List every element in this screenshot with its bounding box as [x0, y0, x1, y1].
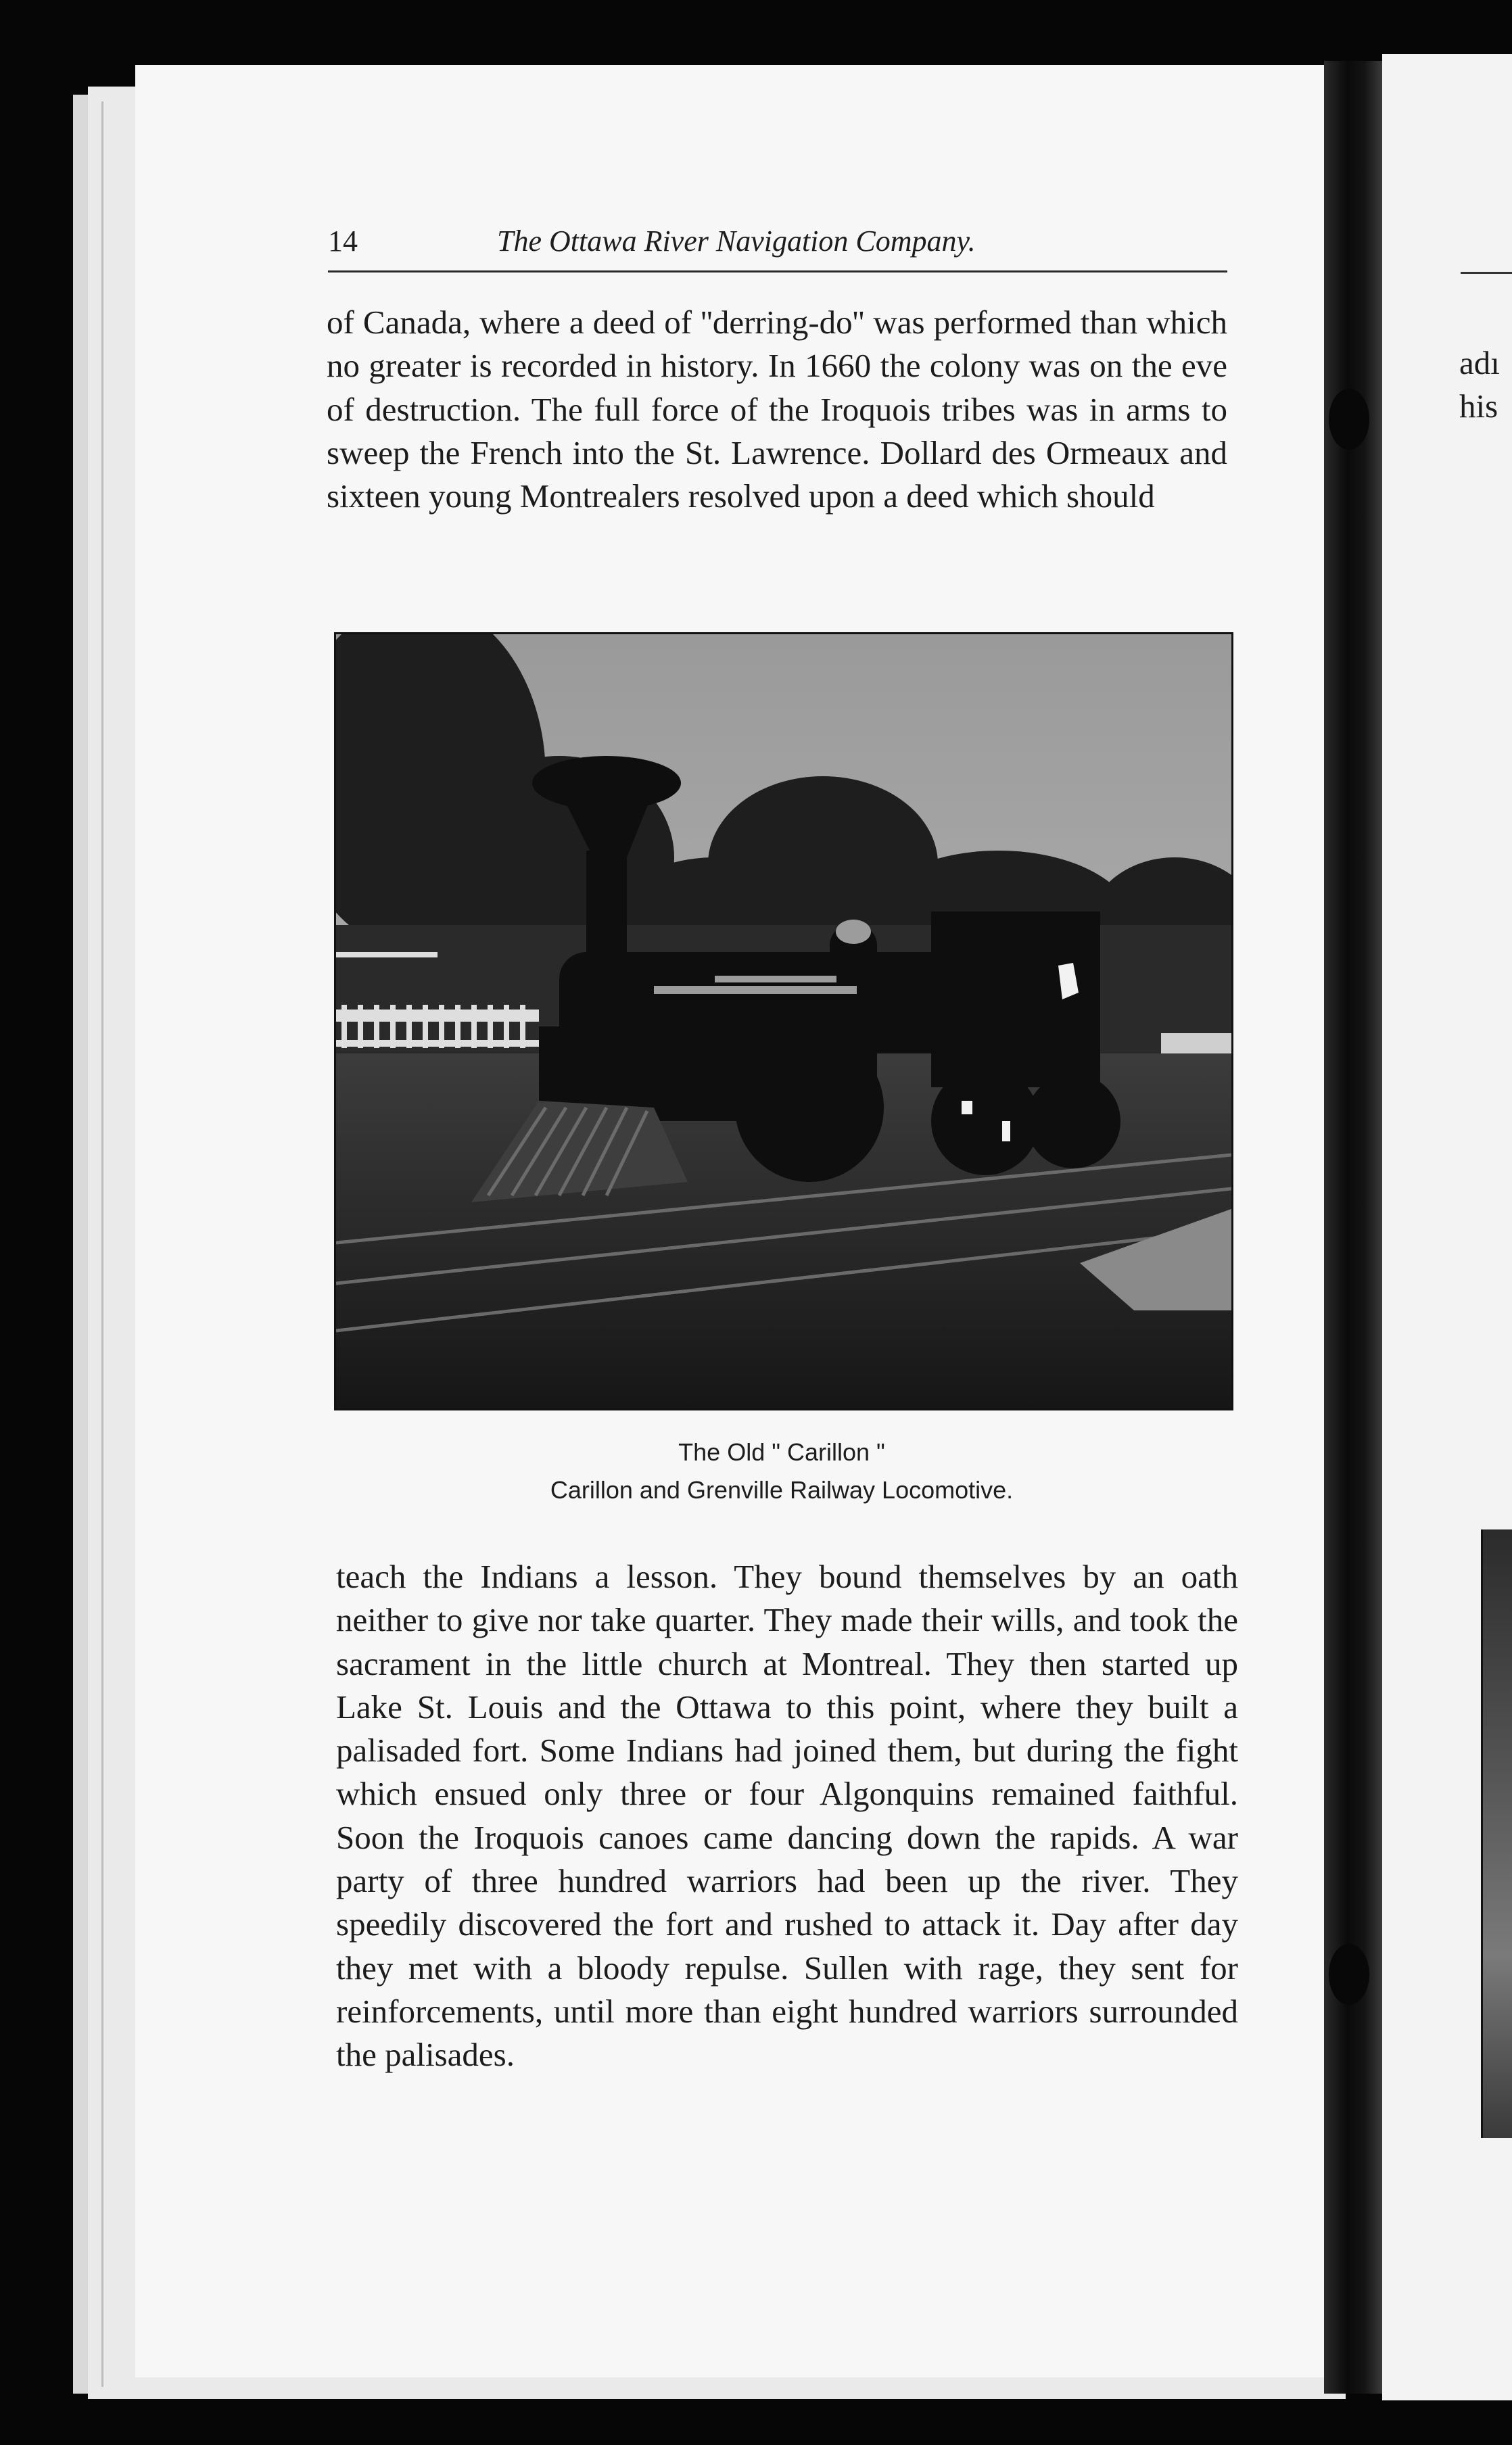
binding-hole — [1329, 1944, 1369, 2005]
caption-subtitle: Carillon and Grenville Railway Locomotive. — [550, 1476, 1014, 1504]
photo-illustration — [336, 634, 1231, 1408]
body-paragraph-top — [327, 301, 1227, 518]
figure-caption — [334, 1433, 1229, 1509]
page-header — [328, 220, 1227, 267]
facing-page-photograph — [1481, 1529, 1512, 2138]
page-number: 14 — [328, 224, 358, 258]
running-title: The Ottawa River Navigation Company. — [497, 224, 976, 258]
facing-page-text — [1459, 341, 1500, 428]
paragraph-text: of Canada, where a deed of ''derring-do'' was performed than which no greater is recorded in history. In 1660 the colony was on the eve of destruction. The full force of the Iroquois tribes was in arms to sweep the French into the St. Lawrence. Dollard des Ormeaux and sixteen young Montrealers resolved upon a deed which should — [327, 304, 1227, 515]
page-edge-line — [101, 101, 103, 2387]
paragraph-text: teach the Indians a lesson. They bound themselves by an oath neither to give nor take quarter. They made their wills, and took the sacrament in the little church at Montreal. They then started up Lake St. Louis and the Ottawa to this point, where they built a palisaded fort. Some Indians had joined them, but during the fight which ensued only three or four Algonquins remained faithful. Soon the Iroquois canoes came dancing down the rapids. A war party of three hundred warriors had been up the river. They speedily discovered the fort and rushed to attack it. Day after day they met with a bloody repulse. Sullen with rage, they sent for reinforcements, until more than eight hundred warriors surrounded the palisades. — [336, 1558, 1238, 2074]
header-rule — [328, 270, 1227, 272]
caption-title: The Old " Carillon " — [678, 1438, 885, 1466]
body-paragraph-bottom — [336, 1555, 1238, 2077]
binding-hole — [1329, 389, 1369, 450]
facing-page-line: adı — [1459, 344, 1500, 381]
facing-page-header-rule — [1461, 272, 1512, 274]
locomotive-photograph — [334, 632, 1233, 1410]
facing-page-line: his — [1459, 387, 1498, 425]
